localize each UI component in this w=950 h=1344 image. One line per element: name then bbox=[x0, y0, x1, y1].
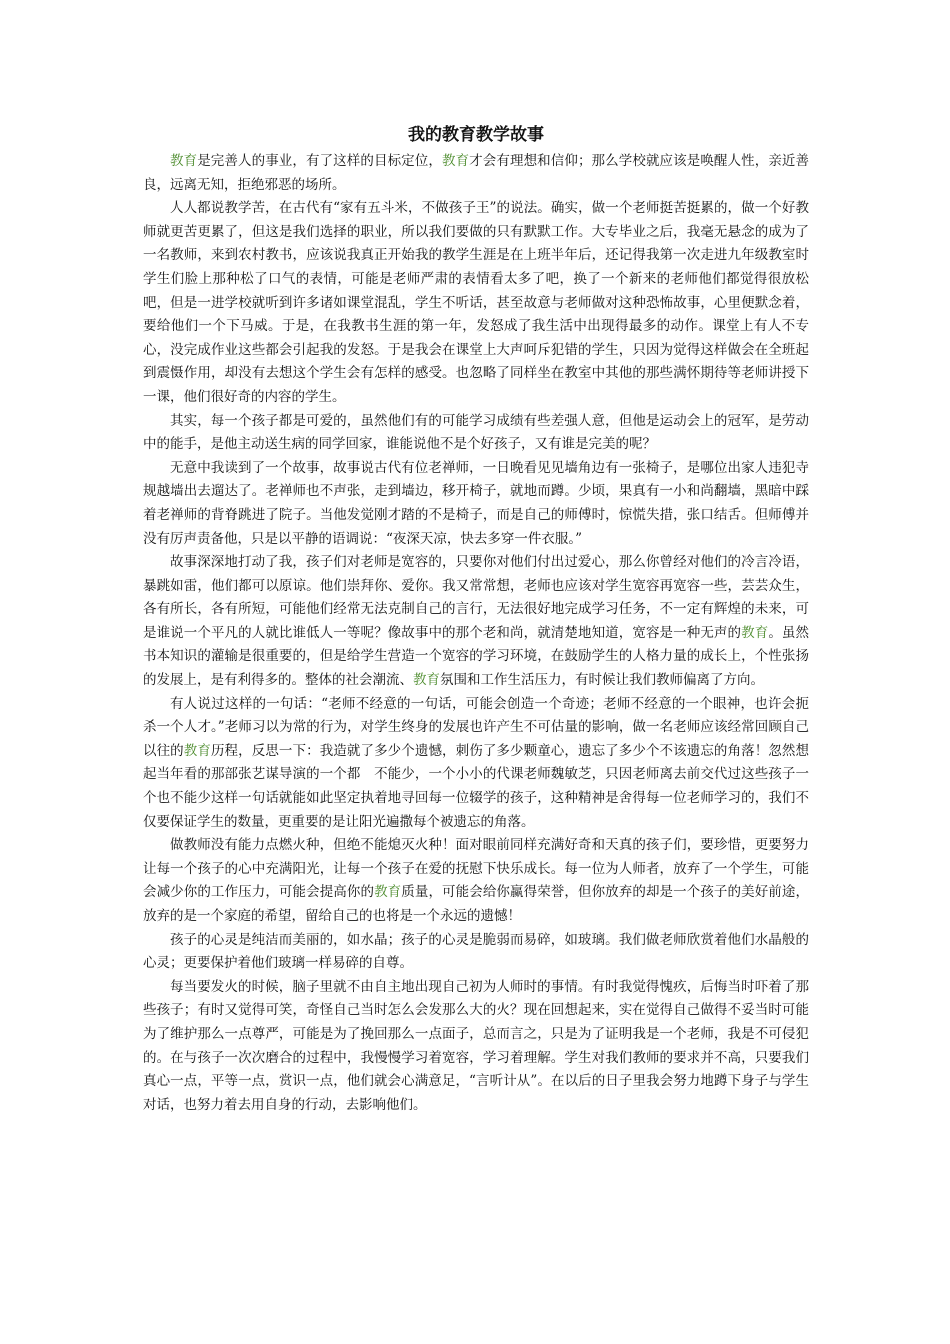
body-paragraph bbox=[143, 457, 809, 551]
document-body bbox=[143, 150, 809, 1117]
paragraph-text: 无意中我读到了一个故事，故事说古代有位老禅师，一日晚看见见墙角边有一张椅子，是哪位出家人违犯寺规越墙出去遛达了。老禅师也不声张，走到墙边，移开椅子，就地而蹲。少顷，果真有一小和尚翻墙，黑暗中踩着老禅师的背脊跳进了院子。当他发觉刚才踏的不是椅子，而是自己的师傅时，惊慌失措，张口结舌。但师傅并没有厉声责备他，只是以平静的语调说：“夜深天凉，快去多穿一件衣服。” bbox=[143, 459, 809, 547]
paragraph-text: 每当要发火的时候，脑子里就不由自主地出现自己初为人师时的事情。有时我觉得愧疚，后悔当时吓着了那些孩子；有时又觉得可笑，奇怪自己当时怎么会发那么大的火？现在回想起来，实在觉得自己做得不妥当时可能为了维护那么一点尊严，可能是为了挽回那么一点面子，总而言之，只是为了证明我是一个老师，我是不可侵犯的。在与孩子一次次磨合的过程中，我慢慢学习着宽容，学习着理解。学生对我们教师的要求并不高，只要我们真心一点，平等一点，赏识一点，他们就会心满意足，“言听计从”。在以后的日子里我会努力地蹲下身子与学生对话，也努力着去用自身的行动，去影响他们。 bbox=[143, 978, 809, 1113]
body-paragraph bbox=[143, 551, 809, 693]
paragraph-text: 才会有理想和信仰；那么学校就应该是唤醒人性，亲近善良，远离无知，拒绝邪恶的场所。 bbox=[143, 153, 810, 193]
body-paragraph bbox=[143, 197, 809, 409]
paragraph-text: 历程，反思一下：我造就了多少个遗憾，刺伤了多少颗童心，遗忘了多少个不该遗忘的角落！忽然想起当年看的那部张艺谋导演的一个都 不能少，一个小小的代课老师魏敏芝，只因老师离去前交代过这些孩子一个也不能少这样一句话就能如此坚定执着地寻回每一位辍学的孩子，这种精神是舍得每一位老师学习的，我们不仅要保证学生的数量，更重要的是让阳光遍撒每个被遗忘的角落。 bbox=[143, 742, 809, 830]
keyword-text: 教育 bbox=[374, 884, 402, 901]
paragraph-text: 孩子的心灵是纯洁而美丽的，如水晶；孩子的心灵是脆弱而易碎，如玻璃。我们做老师欣赏着他们水晶般的心灵；更要保护着他们玻璃一样易碎的自尊。 bbox=[143, 931, 809, 972]
keyword-text: 教育 bbox=[741, 624, 769, 641]
body-paragraph bbox=[143, 693, 809, 835]
paragraph-text: 氛围和工作生活压力，有时候让我们教师偏离了方向。 bbox=[440, 672, 764, 689]
body-paragraph bbox=[143, 976, 809, 1118]
body-paragraph bbox=[143, 410, 809, 457]
paragraph-text: 质量，可能会给你赢得荣誉，但你放弃的却是一个孩子的美好前途，放弃的是一个家庭的希望，留给自己的也将是一个永远的遗憾！ bbox=[143, 884, 809, 924]
paragraph-text: 故事深深地打动了我，孩子们对老师是宽容的，只要你对他们付出过爱心，那么你曾经对他们的冷言冷语，暴跳如雷，他们都可以原谅。他们崇拜你、爱你。我又常常想，老师也应该对学生宽容再宽容一些，芸芸众生，各有所长，各有所短，可能他们经常无法克制自己的言行，无法很好地完成学习任务，不一定有辉煌的未来，可是谁说一个平凡的人就比谁低人一等呢？像故事中的那个老和尚，就清楚地知道，宽容是一种无声的 bbox=[143, 554, 809, 641]
paragraph-text: 其实，每一个孩子都是可爱的，虽然他们有的可能学习成绩有些差强人意，但他是运动会上的冠军，是劳动中的能手，是他主动送生病的同学回家，谁能说他不是个好孩子，又有谁是完美的呢？ bbox=[143, 412, 809, 453]
keyword-text: 教育 bbox=[170, 153, 198, 169]
paragraph-text: 做教师没有能力点燃火种，但绝不能熄灭火种！面对眼前同样充满好奇和天真的孩子们，要珍惜，更要努力让每一个孩子的心中充满阳光，让每一个孩子在爱的抚慰下快乐成长。每一位为人师者，放弃了一个学生，可能会减少你的工作压力，可能会提高你的 bbox=[143, 837, 809, 901]
body-paragraph bbox=[143, 834, 809, 928]
keyword-text: 教育 bbox=[183, 742, 211, 759]
document-page bbox=[143, 122, 809, 1117]
paragraph-text: 是完善人的事业，有了这样的目标定位， bbox=[197, 153, 442, 169]
paragraph-text: 有人说过这样的一句话：“老师不经意的一句话，可能会创造一个奇迹；老师不经意的一个眼神，也许会扼杀一个人才。”老师习以为常的行为，对学生终身的发展也许产生不可估量的影响，做一名老师应该经常回顾自己以往的 bbox=[143, 695, 809, 759]
paragraph-text: 人人都说教学苦，在古代有“家有五斗米，不做孩子王”的说法。确实，做一个老师挺苦挺累的，做一个好教师就更苦更累了，但这是我们选择的职业，所以我们要做的只有默默工作。大专毕业之后，我毫无悬念的成为了一名教师，来到农村教书，应该说我真正开始我的教学生涯是在上班半年后，还记得我第一次走进九年级教室时学生们脸上那种松了口气的表情，可能是老师严肃的表情看太多了吧，换了一个新来的老师他们都觉得很放松吧，但是一进学校就听到许多诸如课堂混乱，学生不听话，甚至故意与老师做对这种恐怖故事，心里便默念着，要给他们一个下马威。于是，在我教书生涯的第一年，发怒成了我生活中出现得最多的动作。课堂上有人不专心，没完成作业这些都会引起我的发怒。于是我会在课堂上大声呵斥犯错的学生，只因为觉得这样做会在全班起到震慑作用，却没有去想这个学生会有怎样的感受。也忽略了同样坐在教室中其他的那些满怀期待等老师讲授下一课，他们很好奇的内容的学生。 bbox=[143, 200, 809, 405]
body-paragraph bbox=[143, 150, 809, 197]
keyword-text: 教育 bbox=[441, 153, 470, 169]
document-title: 我的教育教学故事 bbox=[408, 125, 544, 145]
keyword-text: 教育 bbox=[413, 672, 440, 689]
body-paragraph bbox=[143, 929, 809, 976]
paragraph-text: 。虽然书本知识的灌输是很重要的，但是给学生营造一个宽容的学习环境，在鼓励学生的人格力量的成长上，个性张扬的发展上，是有利得多的。整体的社会潮流、 bbox=[143, 624, 809, 689]
